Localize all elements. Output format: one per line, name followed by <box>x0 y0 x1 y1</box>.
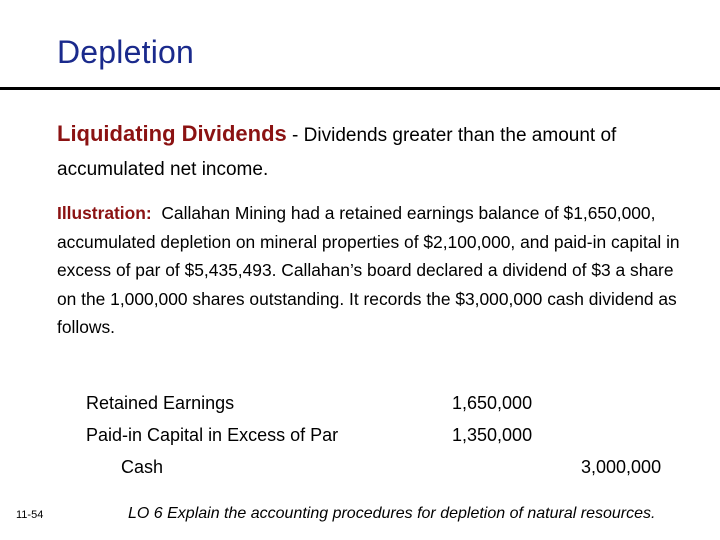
entry-account: Retained Earnings <box>86 393 235 413</box>
learning-objective: LO 6 Explain the accounting procedures for depletion of natural resources. <box>128 505 656 522</box>
slide-number: 11-54 <box>16 509 44 521</box>
definition-block <box>57 117 677 187</box>
illustration-lead: Illustration: <box>57 203 152 223</box>
illustration-block <box>57 199 697 342</box>
entry-debit: 1,650,000 <box>452 393 533 413</box>
entry-account: Cash <box>121 457 164 477</box>
illustration-body: Callahan Mining had a retained earnings balance of $1,650,000, accumulated depletion on mineral properties of $2,100,000, and paid-in capital in excess of par of $5,435,493. Callahan’s board declared a dividend of $3 a share on the 1,000,000 shares outstanding. It records the $3,000,000 cash dividend as follows. <box>57 203 680 337</box>
definition-term: Liquidating Dividends <box>57 121 287 146</box>
slide-title: Depletion <box>57 34 195 70</box>
entry-account: Paid-in Capital in Excess of Par <box>86 425 339 445</box>
title-divider <box>0 87 720 90</box>
definition-text: Dividends greater than the amount of accumulated net income. <box>57 125 617 180</box>
entry-debit: 1,350,000 <box>452 425 533 445</box>
entry-credit: 3,000,000 <box>581 457 662 477</box>
definition-separator: - <box>286 125 304 146</box>
